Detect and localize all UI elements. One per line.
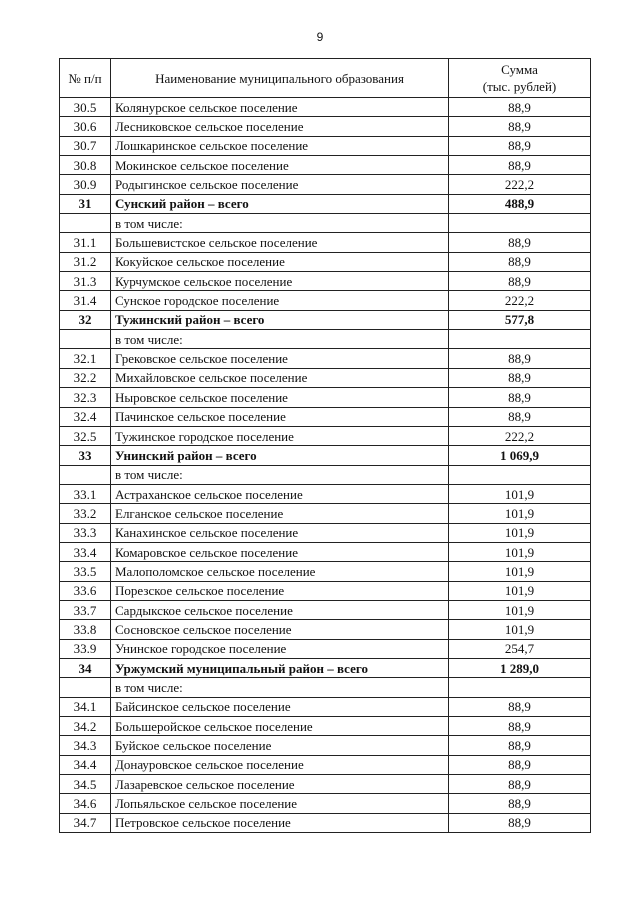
- municipality-name-cell: Тужинское городское поселение: [111, 426, 449, 445]
- municipality-name-cell: Астраханское сельское поселение: [111, 484, 449, 503]
- row-number-cell: 30.6: [60, 117, 111, 136]
- row-number-cell: 33.6: [60, 581, 111, 600]
- row-number-cell: 30.8: [60, 156, 111, 175]
- row-number-cell: 33.9: [60, 639, 111, 658]
- table-row: [60, 214, 591, 233]
- row-number-cell: 34.3: [60, 736, 111, 755]
- municipality-name-cell: Сосновское сельское поселение: [111, 620, 449, 639]
- sum-cell: 101,9: [449, 542, 591, 561]
- header-sum: [449, 59, 591, 98]
- table-header-row: [60, 59, 591, 98]
- municipality-name-cell: в том числе:: [111, 465, 449, 484]
- row-number-cell: 34.5: [60, 775, 111, 794]
- table-row: [60, 330, 591, 349]
- row-number-cell: 31.2: [60, 252, 111, 271]
- row-number-cell: 33.7: [60, 600, 111, 619]
- table-row: [60, 136, 591, 155]
- table-row: [60, 349, 591, 368]
- row-number-cell: [60, 214, 111, 233]
- table-row: [60, 291, 591, 310]
- table-row: [60, 504, 591, 523]
- municipality-name-cell: Мокинское сельское поселение: [111, 156, 449, 175]
- row-number-cell: 32: [60, 310, 111, 329]
- municipality-name-cell: Сардыкское сельское поселение: [111, 600, 449, 619]
- row-number-cell: 33.3: [60, 523, 111, 542]
- sum-cell: 88,9: [449, 252, 591, 271]
- table-row: [60, 717, 591, 736]
- municipality-name-cell: Сунское городское поселение: [111, 291, 449, 310]
- municipality-name-cell: Петровское сельское поселение: [111, 813, 449, 832]
- municipality-name-cell: Порезское сельское поселение: [111, 581, 449, 600]
- row-number-cell: 31.3: [60, 272, 111, 291]
- table-row: [60, 272, 591, 291]
- sum-cell: 101,9: [449, 484, 591, 503]
- municipality-name-cell: Пачинское сельское поселение: [111, 407, 449, 426]
- municipality-name-cell: Колянурское сельское поселение: [111, 98, 449, 117]
- header-sum-title: Сумма: [501, 62, 538, 77]
- sum-cell: 101,9: [449, 562, 591, 581]
- municipality-name-cell: Унинский район – всего: [111, 446, 449, 465]
- sum-cell: 254,7: [449, 639, 591, 658]
- municipality-name-cell: Большеройское сельское поселение: [111, 717, 449, 736]
- row-number-cell: 34.4: [60, 755, 111, 774]
- row-number-cell: 33.8: [60, 620, 111, 639]
- table-row: [60, 736, 591, 755]
- row-number-cell: 30.7: [60, 136, 111, 155]
- table-row: [60, 813, 591, 832]
- table-row: [60, 639, 591, 658]
- table-row: [60, 620, 591, 639]
- row-number-cell: 31.1: [60, 233, 111, 252]
- sum-cell: [449, 465, 591, 484]
- table-row: [60, 465, 591, 484]
- sum-cell: 488,9: [449, 194, 591, 213]
- municipality-name-cell: Лесниковское сельское поселение: [111, 117, 449, 136]
- row-number-cell: 34.6: [60, 794, 111, 813]
- sum-cell: [449, 330, 591, 349]
- municipality-name-cell: Унинское городское поселение: [111, 639, 449, 658]
- municipality-name-cell: в том числе:: [111, 678, 449, 697]
- municipality-name-cell: Тужинский район – всего: [111, 310, 449, 329]
- municipality-name-cell: Сунский район – всего: [111, 194, 449, 213]
- table-row-district-total: [60, 658, 591, 677]
- table-row: [60, 407, 591, 426]
- municipality-name-cell: Грековское сельское поселение: [111, 349, 449, 368]
- table-row: [60, 388, 591, 407]
- table-row: [60, 117, 591, 136]
- sum-cell: 101,9: [449, 620, 591, 639]
- sum-cell: 222,2: [449, 426, 591, 445]
- municipality-name-cell: в том числе:: [111, 214, 449, 233]
- sum-cell: 88,9: [449, 136, 591, 155]
- municipality-name-cell: Буйское сельское поселение: [111, 736, 449, 755]
- municipality-name-cell: Лошкаринское сельское поселение: [111, 136, 449, 155]
- table-row: [60, 600, 591, 619]
- header-sum-unit: (тыс. рублей): [482, 79, 557, 94]
- sum-cell: 88,9: [449, 388, 591, 407]
- row-number-cell: 32.1: [60, 349, 111, 368]
- municipality-name-cell: Уржумский муниципальный район – всего: [111, 658, 449, 677]
- table-row: [60, 581, 591, 600]
- sum-cell: [449, 214, 591, 233]
- table-body: [60, 98, 591, 833]
- municipality-name-cell: Лопьяльское сельское поселение: [111, 794, 449, 813]
- header-municipality-name: Наименование муниципального образования: [111, 59, 449, 98]
- sum-cell: 577,8: [449, 310, 591, 329]
- table-row: [60, 678, 591, 697]
- row-number-cell: [60, 330, 111, 349]
- row-number-cell: 34.2: [60, 717, 111, 736]
- row-number-cell: 32.4: [60, 407, 111, 426]
- row-number-cell: 33.2: [60, 504, 111, 523]
- table-row: [60, 755, 591, 774]
- sum-cell: 88,9: [449, 407, 591, 426]
- table-row-district-total: [60, 446, 591, 465]
- sum-cell: 222,2: [449, 175, 591, 194]
- municipality-name-cell: Михайловское сельское поселение: [111, 368, 449, 387]
- row-number-cell: 32.3: [60, 388, 111, 407]
- table-row: [60, 775, 591, 794]
- table-row: [60, 156, 591, 175]
- sum-cell: 88,9: [449, 156, 591, 175]
- sum-cell: 101,9: [449, 600, 591, 619]
- table-row-district-total: [60, 310, 591, 329]
- table-row: [60, 368, 591, 387]
- table-row: [60, 484, 591, 503]
- sum-cell: 1 069,9: [449, 446, 591, 465]
- municipality-name-cell: Байсинское сельское поселение: [111, 697, 449, 716]
- row-number-cell: [60, 465, 111, 484]
- row-number-cell: 30.9: [60, 175, 111, 194]
- sum-cell: 88,9: [449, 233, 591, 252]
- municipality-name-cell: Родыгинское сельское поселение: [111, 175, 449, 194]
- row-number-cell: [60, 678, 111, 697]
- allocation-table: [59, 58, 591, 833]
- municipality-name-cell: Лазаревское сельское поселение: [111, 775, 449, 794]
- row-number-cell: 31.4: [60, 291, 111, 310]
- sum-cell: 101,9: [449, 504, 591, 523]
- sum-cell: 88,9: [449, 736, 591, 755]
- table-row-district-total: [60, 194, 591, 213]
- sum-cell: 88,9: [449, 697, 591, 716]
- table-row: [60, 794, 591, 813]
- municipality-name-cell: Донауровское сельское поселение: [111, 755, 449, 774]
- municipality-name-cell: Малополомское сельское поселение: [111, 562, 449, 581]
- row-number-cell: 34: [60, 658, 111, 677]
- sum-cell: 1 289,0: [449, 658, 591, 677]
- row-number-cell: 30.5: [60, 98, 111, 117]
- municipality-name-cell: Елганское сельское поселение: [111, 504, 449, 523]
- table-row: [60, 542, 591, 561]
- sum-cell: 88,9: [449, 349, 591, 368]
- row-number-cell: 31: [60, 194, 111, 213]
- table-row: [60, 233, 591, 252]
- sum-cell: 88,9: [449, 717, 591, 736]
- sum-cell: 88,9: [449, 755, 591, 774]
- row-number-cell: 32.5: [60, 426, 111, 445]
- page-number: 9: [316, 30, 324, 44]
- municipality-name-cell: Комаровское сельское поселение: [111, 542, 449, 561]
- sum-cell: 88,9: [449, 775, 591, 794]
- table-row: [60, 426, 591, 445]
- sum-cell: 101,9: [449, 581, 591, 600]
- row-number-cell: 33.5: [60, 562, 111, 581]
- municipality-name-cell: Кокуйское сельское поселение: [111, 252, 449, 271]
- row-number-cell: 34.1: [60, 697, 111, 716]
- sum-cell: 88,9: [449, 794, 591, 813]
- row-number-cell: 32.2: [60, 368, 111, 387]
- table-row: [60, 98, 591, 117]
- sum-cell: 88,9: [449, 117, 591, 136]
- sum-cell: 88,9: [449, 813, 591, 832]
- table-row: [60, 523, 591, 542]
- sum-cell: 222,2: [449, 291, 591, 310]
- table-row: [60, 252, 591, 271]
- sum-cell: 88,9: [449, 272, 591, 291]
- municipality-name-cell: в том числе:: [111, 330, 449, 349]
- row-number-cell: 33.1: [60, 484, 111, 503]
- municipality-name-cell: Ныровское сельское поселение: [111, 388, 449, 407]
- row-number-cell: 33.4: [60, 542, 111, 561]
- municipality-name-cell: Большевистское сельское поселение: [111, 233, 449, 252]
- table-row: [60, 175, 591, 194]
- row-number-cell: 33: [60, 446, 111, 465]
- table-row: [60, 697, 591, 716]
- sum-cell: 101,9: [449, 523, 591, 542]
- sum-cell: 88,9: [449, 368, 591, 387]
- sum-cell: [449, 678, 591, 697]
- header-number: № п/п: [60, 59, 111, 98]
- municipality-name-cell: Канахинское сельское поселение: [111, 523, 449, 542]
- sum-cell: 88,9: [449, 98, 591, 117]
- table-row: [60, 562, 591, 581]
- row-number-cell: 34.7: [60, 813, 111, 832]
- municipality-name-cell: Курчумское сельское поселение: [111, 272, 449, 291]
